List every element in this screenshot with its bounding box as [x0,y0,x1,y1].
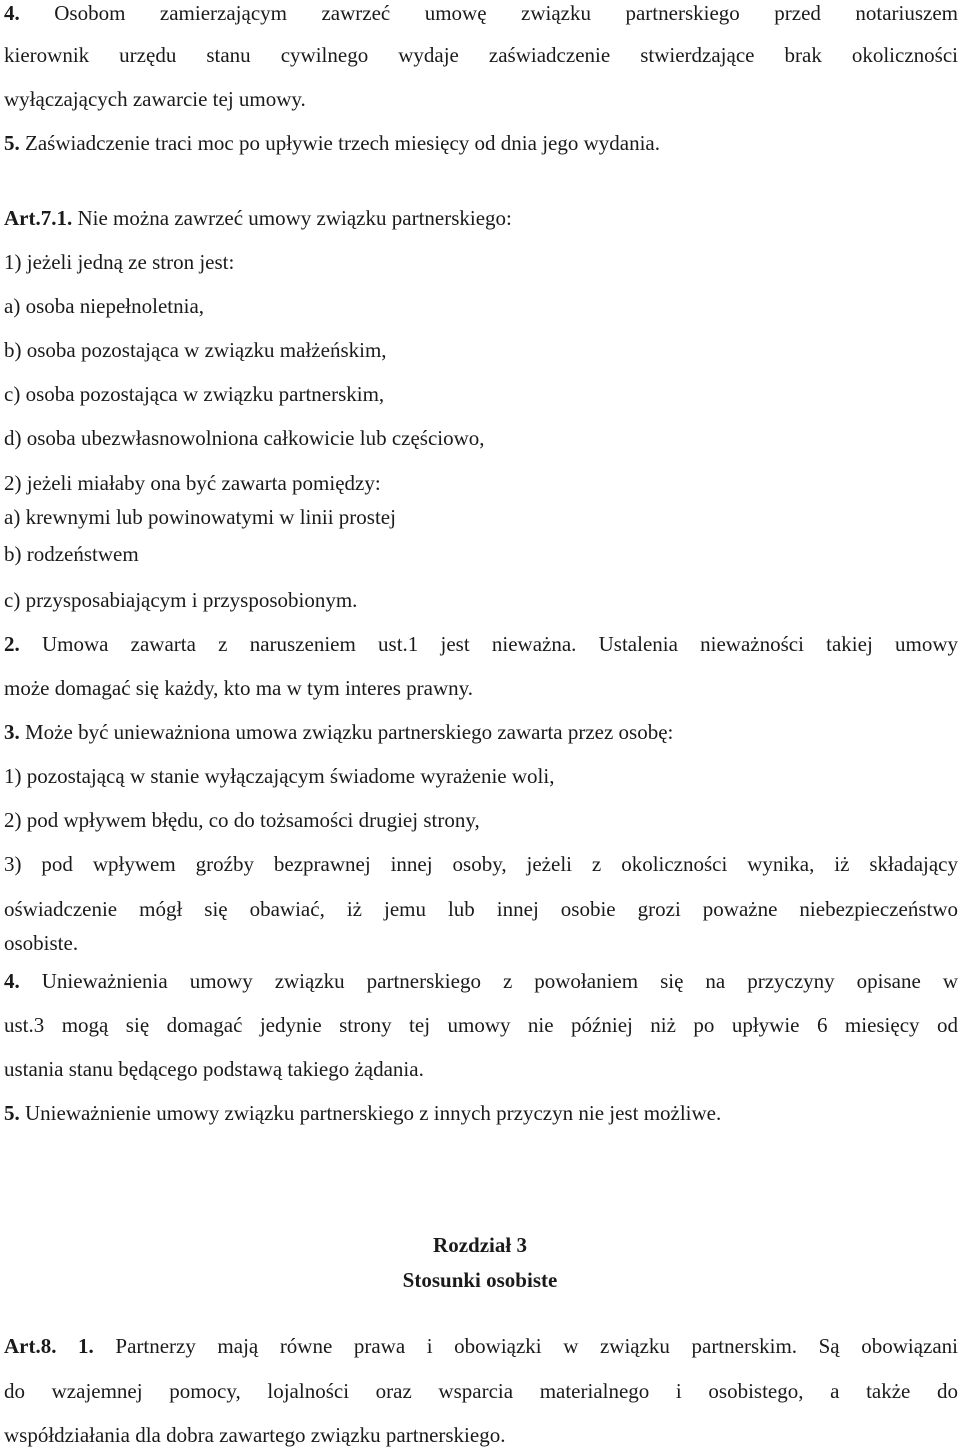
art7-p3-item-3-line2 [4,896,958,922]
art7-p2-number: 2. [4,632,20,656]
art8-line1 [4,1333,958,1359]
art7-p3-item-1-text: 1) pozostającą w stanie wyłączającym świadome wyrażenie woli, [4,764,555,788]
art7-p2-text-2: może domagać się każdy, kto ma w tym interes prawny. [4,676,474,700]
art8-number: Art.8. 1. [4,1334,94,1358]
art7-p3-item-3-line3 [4,930,958,956]
art7-text-1: Nie można zawrzeć umowy związku partnerskiego: [77,206,512,230]
p4-text-2: kierownik urzędu stanu cywilnego wydaje zaświadczenie stwierdzające brak okoliczności [4,43,958,67]
p5-text-1: Zaświadczenie traci moc po upływie trzech miesięcy od dnia jego wydania. [25,131,661,155]
art8-line2 [4,1378,958,1404]
art7-item-2b-text: b) rodzeństwem [4,542,139,566]
art7-item-1c [4,381,958,407]
art7-p5-number: 5. [4,1101,20,1125]
art7-item-2b [4,541,958,567]
art7-item-1d [4,425,958,451]
p4-line3 [4,86,958,112]
art7-p2-line2 [4,675,958,701]
art7-p3-item-2-text: 2) pod wpływem błędu, co do tożsamości drugiej strony, [4,808,480,832]
art7-p5-text-1: Unieważnienie umowy związku partnerskiego z innych przyczyn nie jest możliwe. [25,1101,722,1125]
art7-item-1 [4,249,958,275]
art7-p4-number: 4. [4,969,20,993]
art7-p3-item-3-text-2: oświadczenie mógł się obawiać, iż jemu lub innej osobie grozi poważne niebezpieczeństwo [4,897,958,921]
art8-line3 [4,1422,958,1448]
art7-p4-text-3: ustania stanu będącego podstawą takiego żądania. [4,1057,424,1081]
art7-p4-line3 [4,1056,958,1082]
p4-line1 [4,0,958,26]
art7-p2-line1 [4,631,958,657]
art7-p4-line1 [4,968,958,994]
chapter-subtitle: Stosunki osobiste [402,1268,558,1292]
art7-p3-item-1 [4,763,958,789]
art7-p3-number: 3. [4,720,20,744]
p5-line1 [4,130,958,156]
art7-p3-item-3-text-3: osobiste. [4,931,79,955]
art7-item-2 [4,470,958,496]
art7-p3-item-3-text-1: 3) pod wpływem groźby bezprawnej innej osoby, jeżeli z okoliczności wynika, iż składający [4,852,958,876]
art7-p4-text-2: ust.3 mogą się domagać jedynie strony tej umowy nie później niż po upływie 6 miesięcy od [4,1013,958,1037]
art7-number: Art.7.1. [4,206,73,230]
art7-item-1d-text: d) osoba ubezwłasnowolniona całkowicie lub częściowo, [4,426,485,450]
chapter-title: Rozdział 3 [433,1233,527,1257]
art7-heading-line [4,205,958,231]
art7-p3-item-3-line1 [4,851,958,877]
art7-p5-line1 [4,1100,958,1126]
art7-item-2c [4,587,958,613]
art7-item-1b-text: b) osoba pozostająca w związku małżeńskim, [4,338,387,362]
art7-item-2a-text: a) krewnymi lub powinowatymi w linii prostej [4,505,396,529]
p4-text-1: Osobom zamierzającym zawrzeć umowę związku partnerskiego przed notariuszem [54,1,959,25]
p5-number: 5. [4,131,20,155]
art7-p3-text-1: Może być unieważniona umowa związku partnerskiego zawarta przez osobę: [25,720,674,744]
art7-p3-item-2 [4,807,958,833]
art8-text-1: Partnerzy mają równe prawa i obowiązki w związku partnerskim. Są obowiązani [115,1334,959,1358]
art7-item-1a [4,293,958,319]
art7-p3-line1 [4,719,958,745]
art7-item-2c-text: c) przysposabiającym i przysposobionym. [4,588,358,612]
art7-item-2-text: 2) jeżeli miałaby ona być zawarta pomiędzy: [4,471,381,495]
p4-text-3: wyłączających zawarcie tej umowy. [4,87,306,111]
art8-text-2: do wzajemnej pomocy, lojalności oraz wsparcia materialnego i osobistego, a także do [4,1379,958,1403]
art7-item-2a [4,504,958,530]
art7-item-1b [4,337,958,363]
art7-p2-text-1: Umowa zawarta z naruszeniem ust.1 jest nieważna. Ustalenia nieważności takiej umowy [41,632,958,656]
art7-item-1a-text: a) osoba niepełnoletnia, [4,294,205,318]
p4-number: 4. [4,1,20,25]
art7-p4-text-1: Unieważnienia umowy związku partnerskiego z powołaniem się na przyczyny opisane w [41,969,958,993]
art7-item-1-text: 1) jeżeli jedną ze stron jest: [4,250,235,274]
art8-text-3: współdziałania dla dobra zawartego związku partnerskiego. [4,1423,506,1447]
art7-p4-line2 [4,1012,958,1038]
art7-item-1c-text: c) osoba pozostająca w związku partnerskim, [4,382,385,406]
p4-line2 [4,42,958,68]
